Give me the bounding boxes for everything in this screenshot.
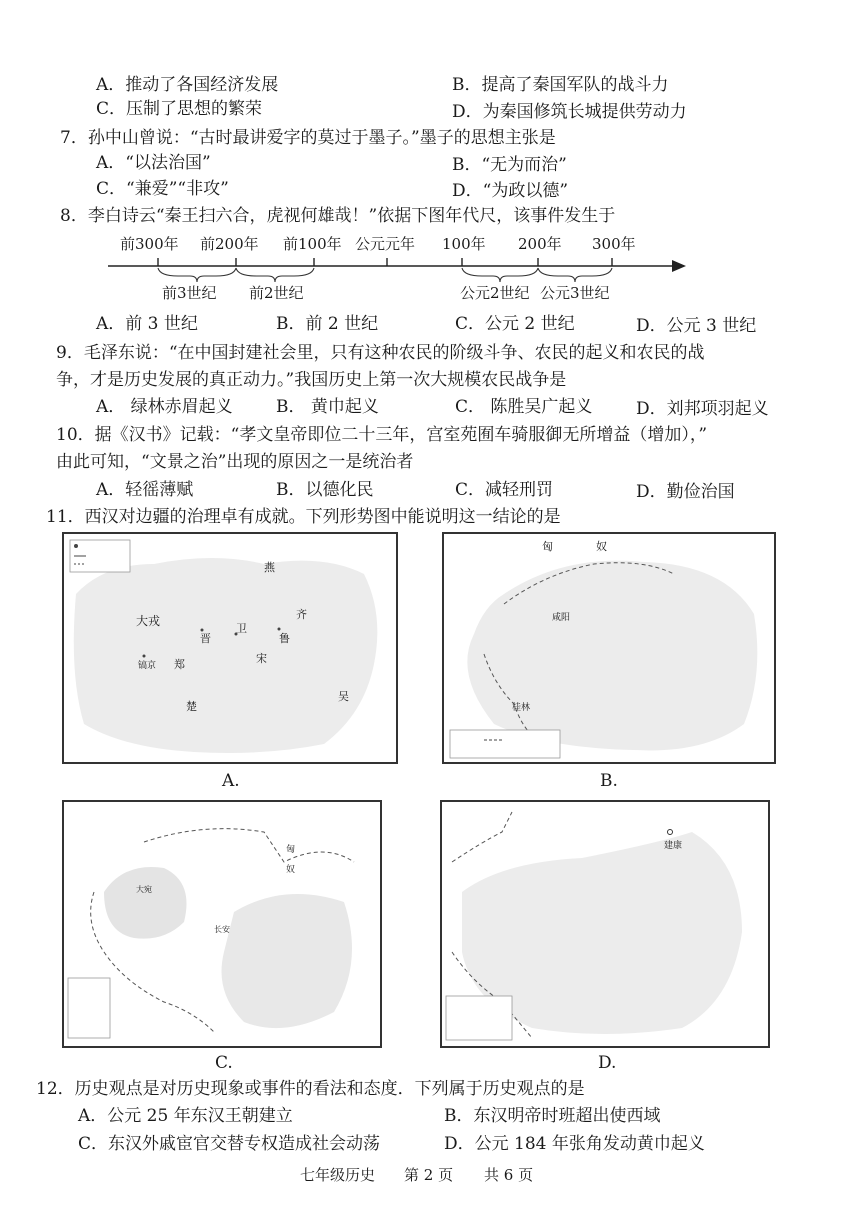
map-b-label: 奴: [596, 540, 607, 553]
timeline-tick-label: 公元元年: [355, 235, 416, 253]
q9-option-c: C． 陈胜吴广起义: [455, 397, 593, 417]
q10-option-b: B．以德化民: [276, 480, 374, 500]
q9-option-a: A． 绿林赤眉起义: [96, 397, 233, 417]
timeline-bracket-label: 公元3世纪: [540, 284, 610, 302]
map-a-label: 鲁: [279, 632, 290, 645]
q6-option-c: C．压制了思想的繁荣: [96, 99, 263, 119]
map-c-label: 大宛: [136, 885, 152, 894]
map-a-label: 燕: [264, 561, 275, 574]
map-a: [62, 532, 398, 764]
q7-stem: 7．孙中山曾说：“古时最讲爱字的莫过于墨子。”墨子的思想主张是: [60, 128, 556, 148]
timeline-tick-label: 200年: [518, 235, 562, 253]
map-a-label: 卫: [236, 622, 247, 635]
q8-option-a: A．前 3 世纪: [96, 314, 198, 334]
footer-total: 共 6 页: [484, 1166, 534, 1184]
q10-stem-line2: 由此可知，“文景之治”出现的原因之一是统治者: [56, 452, 414, 472]
q12-stem: 12．历史观点是对历史现象或事件的看法和态度．下列属于历史观点的是: [36, 1079, 585, 1099]
q12-option-a: A．公元 25 年东汉王朝建立: [78, 1106, 293, 1126]
map-b-label: 咸阳: [552, 613, 571, 623]
q8-option-c: C．公元 2 世纪: [455, 314, 575, 334]
timeline-tick-label: 前300年: [120, 235, 179, 253]
q6-option-a: A．推动了各国经济发展: [96, 75, 279, 95]
q12-option-c: C．东汉外戚宦官交替专权造成社会动荡: [78, 1134, 381, 1154]
timeline-tick-label: 300年: [592, 235, 636, 253]
map-d-graphic: [442, 802, 768, 1046]
q7-option-c: C．“兼爱”“非攻”: [96, 179, 229, 199]
map-b-label: 匈: [542, 540, 553, 553]
q7-option-d: D．“为政以德”: [452, 181, 569, 201]
timeline-tick-label: 前200年: [200, 235, 259, 253]
map-b: [442, 532, 776, 764]
q11-stem: 11．西汉对边疆的治理卓有成就。下列形势图中能说明这一结论的是: [46, 507, 561, 527]
map-a-label: 宋: [256, 652, 267, 665]
q10-option-c: C．减轻刑罚: [455, 480, 554, 500]
q8-option-d: D．公元 3 世纪: [636, 316, 757, 336]
map-a-label: 大戎: [136, 614, 161, 628]
timeline-axis: [0, 228, 867, 308]
map-c: [62, 800, 382, 1048]
map-a-label: 吴: [338, 690, 349, 703]
map-c-label: 匈: [286, 845, 296, 855]
map-a-label: 郑: [174, 658, 185, 671]
q6-option-d: D．为秦国修筑长城提供劳动力: [452, 102, 687, 122]
q10-option-d: D．勤俭治国: [636, 482, 735, 502]
q12-option-b: B．东汉明帝时班超出使西域: [444, 1106, 661, 1126]
q8-option-b: B．前 2 世纪: [276, 314, 379, 334]
map-d: [440, 800, 770, 1048]
q9-option-d: D．刘邦项羽起义: [636, 399, 769, 419]
q9-stem-line2: 争，才是历史发展的真正动力。”我国历史上第一次大规模农民战争是: [56, 370, 567, 390]
map-c-label: 长安: [214, 925, 230, 934]
timeline: [0, 228, 867, 308]
q7-option-a: A．“以法治国”: [96, 153, 211, 173]
map-a-graphic: [64, 534, 396, 762]
q10-stem-line1: 10．据《汉书》记载：“孝文皇帝即位二十三年，宫室苑囿车骑服御无所增益（增加），”: [56, 425, 708, 445]
timeline-bracket-label: 前2世纪: [249, 284, 304, 302]
q7-option-b: B．“无为而治”: [452, 155, 567, 175]
map-a-caption: A.: [222, 771, 240, 791]
footer-subject: 七年级历史: [300, 1166, 376, 1184]
q10-option-a: A．轻徭薄赋: [96, 480, 194, 500]
map-a-label: 晋: [200, 632, 211, 645]
map-a-label: 镐京: [138, 661, 157, 671]
map-b-caption: B.: [600, 771, 618, 791]
q6-option-b: B．提高了秦国军队的战斗力: [452, 75, 669, 95]
q9-stem-line1: 9．毛泽东说：“在中国封建社会里，只有这种农民的阶级斗争、农民的起义和农民的战: [56, 343, 705, 363]
timeline-bracket-label: 公元2世纪: [460, 284, 530, 302]
q12-option-d: D．公元 184 年张角发动黄巾起义: [444, 1134, 705, 1154]
map-a-label: 楚: [186, 700, 197, 713]
timeline-tick-label: 前100年: [283, 235, 342, 253]
map-b-graphic: [444, 534, 774, 762]
q8-stem: 8．李白诗云“秦王扫六合，虎视何雄哉！”依据下图年代尺，该事件发生于: [60, 206, 616, 226]
map-a-label: 齐: [296, 608, 307, 621]
map-c-label: 奴: [286, 865, 296, 875]
q9-option-b: B． 黄巾起义: [276, 397, 379, 417]
map-d-caption: D.: [598, 1053, 617, 1073]
map-d-label: 建康: [664, 841, 683, 851]
footer-page: 第 2 页: [404, 1166, 454, 1184]
timeline-tick-label: 100年: [442, 235, 486, 253]
map-c-caption: C.: [215, 1053, 233, 1073]
map-b-label: 桂林: [512, 703, 531, 713]
timeline-bracket-label: 前3世纪: [162, 284, 217, 302]
